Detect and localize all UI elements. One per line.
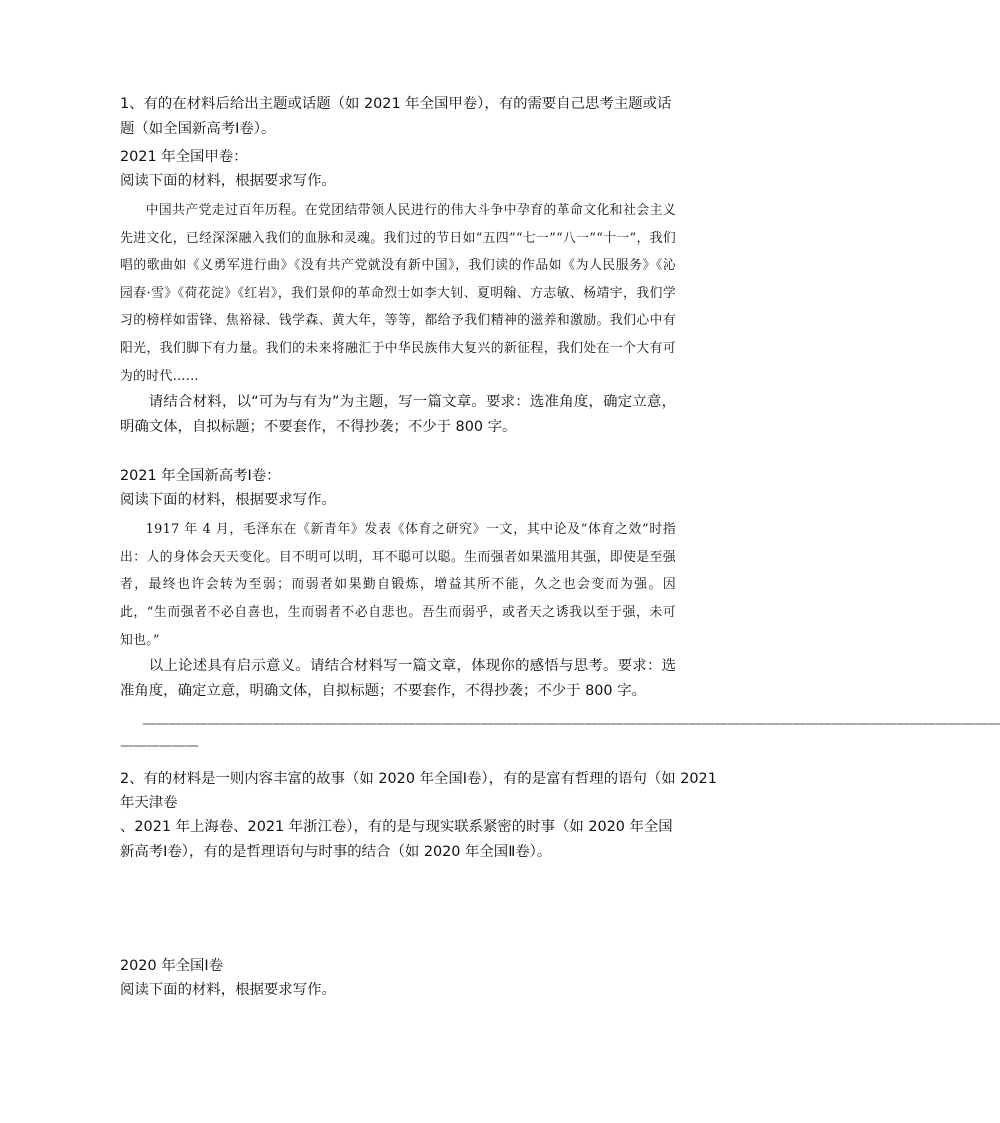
intro-2-line-2: 年天津卷	[120, 795, 178, 812]
section-2-prompt: 以上论述具有启示意义。请结合材料写一篇文章，体现你的感悟与思考。要求：选准角度，确定立意，明确文体，自拟标题；不要套作，不得抄袭；不少于 800 字。	[120, 658, 676, 699]
section-2-heading: 2021 年全国新高考Ⅰ卷：	[120, 468, 281, 485]
intro-2-line-3: 、2021 年上海卷、2021 年浙江卷），有的是与现实联系紧密的时事（如 2020 年全国新高考Ⅰ卷），有的是哲理语句与时事的结合（如 2020 年全国Ⅱ卷）。	[120, 819, 673, 860]
separator-line-1: ——————————————————————————————————————————————————————————————————	[142, 716, 1000, 733]
intro-2-line-1: 2、有的材料是一则内容丰富的故事（如 2020 年全国Ⅰ卷），有的是富有哲理的语句（如 2021	[120, 771, 717, 788]
document-content	[120, 92, 1000, 1002]
section-2-material: 1917 年 4 月，毛泽东在《新青年》发表《体育之研究》一文，其中论及“体育之效”时指出：人的身体会天天变化。目不明可以明，耳不聪可以聪。生而强者如果滥用其强，即使是至强者，最终也许会转为至弱；而弱者如果勤自锻炼，增益其所不能，久之也会变而为强。因此，“生而强者不必自喜也，生而弱者不必自悲也。吾生而弱乎，或者天之诱我以至于强，未可知也。”	[120, 522, 676, 648]
section-2-instruction: 阅读下面的材料，根据要求写作。	[120, 492, 336, 509]
separator-line-2: ——————	[120, 738, 198, 755]
section-3-instruction: 阅读下面的材料，根据要求写作。	[120, 982, 336, 999]
section-1-instruction: 阅读下面的材料，根据要求写作。	[120, 173, 336, 189]
section-1-prompt: 请结合材料，以“可为与有为”为主题，写一篇文章。要求：选准角度，确定立意，明确文体，自拟标题；不要套作，不得抄袭；不少于 800 字。	[120, 394, 676, 435]
intro-paragraph-1: 1、有的在材料后给出主题或话题（如 2021 年全国甲卷），有的需要自己思考主题或话题（如全国新高考Ⅰ卷）。	[120, 96, 672, 137]
section-1-material: 中国共产党走过百年历程。在党团结带领人民进行的伟大斗争中孕育的革命文化和社会主义先进文化，已经深深融入我们的血脉和灵魂。我们过的节日如“五四”“七一”“八一”“十一”，我们唱的歌曲如《义勇军进行曲》《没有共产党就没有新中国》，我们读的作品如《为人民服务》《沁园春·雪》《荷花淀》《红岩》，我们景仰的革命烈士如李大钊、夏明翰、方志敏、杨靖宇，我们学习的榜样如雷锋、焦裕禄、钱学森、黄大年，等等，都给予我们精神的滋养和激励。我们心中有阳光，我们脚下有力量。我们的未来将融汇于中华民族伟大复兴的新征程，我们处在一个大有可为的时代……	[120, 203, 676, 384]
section-1-heading: 2021 年全国甲卷：	[120, 149, 248, 165]
section-3-heading: 2020 年全国Ⅰ卷	[120, 958, 224, 975]
